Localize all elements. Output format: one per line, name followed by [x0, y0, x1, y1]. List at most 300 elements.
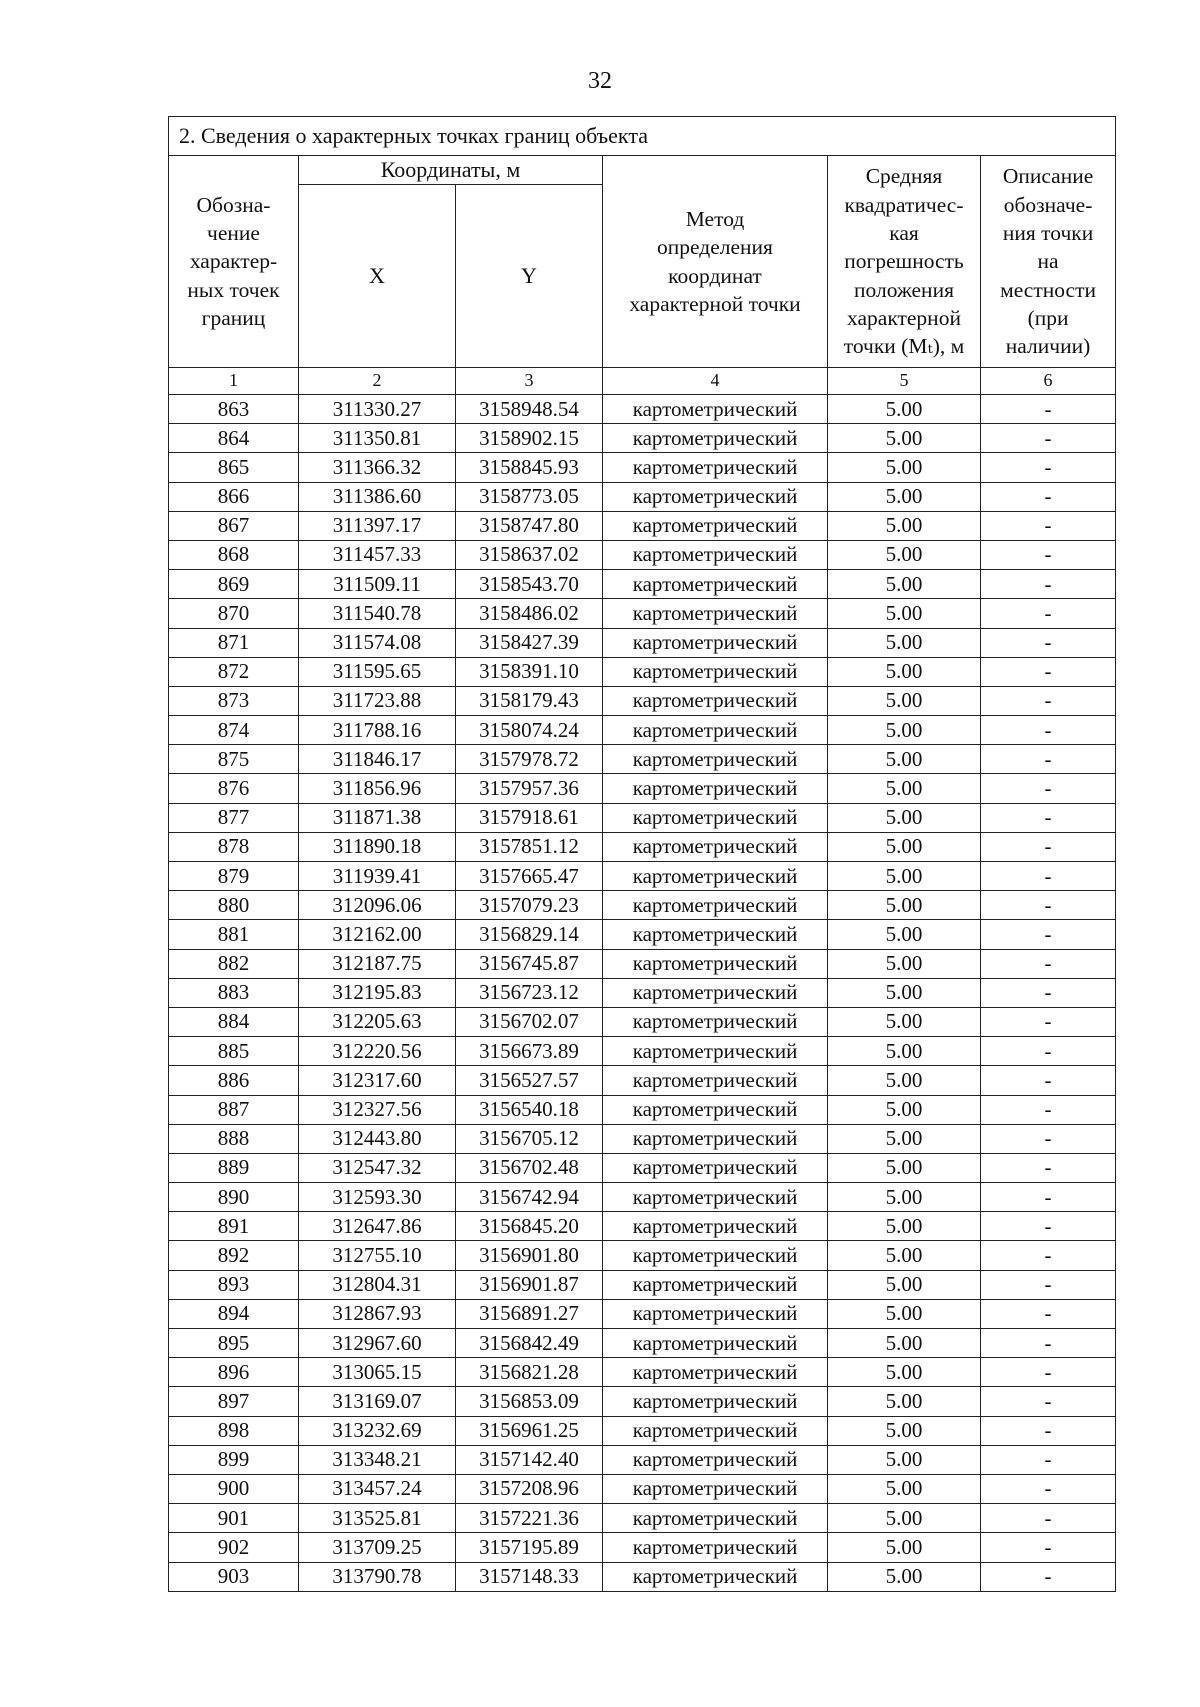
cell-x: 311386.60 — [299, 482, 456, 511]
cell-y: 3156853.09 — [456, 1387, 603, 1416]
cell-method: картометрический — [603, 1329, 828, 1358]
cell-point-id: 894 — [169, 1299, 299, 1328]
cell-y: 3158543.70 — [456, 570, 603, 599]
cell-method: картометрический — [603, 1387, 828, 1416]
cell-y: 3158637.02 — [456, 540, 603, 569]
cell-point-id: 865 — [169, 453, 299, 482]
cell-method: картометрический — [603, 803, 828, 832]
cell-x: 313709.25 — [299, 1533, 456, 1562]
cell-description: - — [981, 862, 1116, 891]
header-description: Описание обозначе- ния точки на местности (при наличии) — [981, 156, 1116, 368]
cell-point-id: 895 — [169, 1329, 299, 1358]
table-row — [169, 657, 1116, 686]
cell-x: 312162.00 — [299, 920, 456, 949]
cell-point-id: 887 — [169, 1095, 299, 1124]
table-row — [169, 1241, 1116, 1270]
column-number-6: 6 — [981, 368, 1116, 395]
table-row — [169, 978, 1116, 1007]
cell-error: 5.00 — [828, 978, 981, 1007]
header-x: X — [299, 185, 456, 368]
cell-method: картометрический — [603, 540, 828, 569]
cell-method: картометрический — [603, 1474, 828, 1503]
cell-y: 3157957.36 — [456, 774, 603, 803]
table-row — [169, 540, 1116, 569]
cell-method: картометрический — [603, 1183, 828, 1212]
cell-description: - — [981, 832, 1116, 861]
cell-description: - — [981, 745, 1116, 774]
cell-description: - — [981, 891, 1116, 920]
cell-point-id: 903 — [169, 1562, 299, 1591]
table-row — [169, 599, 1116, 628]
cell-y: 3157142.40 — [456, 1445, 603, 1474]
cell-x: 312443.80 — [299, 1124, 456, 1153]
cell-description: - — [981, 716, 1116, 745]
cell-description: - — [981, 774, 1116, 803]
cell-point-id: 868 — [169, 540, 299, 569]
header-designation: Обозна- чение характер- ных точек границ — [169, 156, 299, 368]
cell-method: картометрический — [603, 482, 828, 511]
cell-method: картометрический — [603, 395, 828, 424]
cell-description: - — [981, 1183, 1116, 1212]
cell-method: картометрический — [603, 832, 828, 861]
cell-description: - — [981, 1445, 1116, 1474]
cell-y: 3156901.87 — [456, 1270, 603, 1299]
cell-point-id: 871 — [169, 628, 299, 657]
cell-y: 3158747.80 — [456, 511, 603, 540]
cell-error: 5.00 — [828, 1474, 981, 1503]
cell-point-id: 902 — [169, 1533, 299, 1562]
cell-point-id: 888 — [169, 1124, 299, 1153]
cell-x: 312867.93 — [299, 1299, 456, 1328]
cell-x: 311509.11 — [299, 570, 456, 599]
cell-x: 312195.83 — [299, 978, 456, 1007]
cell-x: 312187.75 — [299, 949, 456, 978]
cell-point-id: 869 — [169, 570, 299, 599]
cell-y: 3156842.49 — [456, 1329, 603, 1358]
cell-point-id: 880 — [169, 891, 299, 920]
cell-error: 5.00 — [828, 1358, 981, 1387]
cell-method: картометрический — [603, 1299, 828, 1328]
cell-y: 3156723.12 — [456, 978, 603, 1007]
cell-point-id: 884 — [169, 1007, 299, 1036]
table-row — [169, 570, 1116, 599]
cell-y: 3156845.20 — [456, 1212, 603, 1241]
cell-method: картометрический — [603, 1533, 828, 1562]
cell-y: 3156961.25 — [456, 1416, 603, 1445]
cell-method: картометрический — [603, 1270, 828, 1299]
cell-x: 312755.10 — [299, 1241, 456, 1270]
cell-error: 5.00 — [828, 1445, 981, 1474]
cell-x: 313348.21 — [299, 1445, 456, 1474]
cell-error: 5.00 — [828, 862, 981, 891]
cell-method: картометрический — [603, 1416, 828, 1445]
cell-error: 5.00 — [828, 511, 981, 540]
cell-point-id: 885 — [169, 1037, 299, 1066]
table-row — [169, 1416, 1116, 1445]
cell-method: картометрический — [603, 1007, 828, 1036]
table-row — [169, 1037, 1116, 1066]
cell-description: - — [981, 1299, 1116, 1328]
cell-method: картометрический — [603, 1504, 828, 1533]
cell-error: 5.00 — [828, 891, 981, 920]
cell-x: 311723.88 — [299, 686, 456, 715]
header-error: Средняя квадратичес- кая погрешность положения характерной точки (Mₜ), м — [828, 156, 981, 368]
cell-y: 3158391.10 — [456, 657, 603, 686]
column-number-row — [169, 368, 1116, 395]
cell-description: - — [981, 453, 1116, 482]
cell-x: 311540.78 — [299, 599, 456, 628]
table-row — [169, 1299, 1116, 1328]
cell-point-id: 867 — [169, 511, 299, 540]
cell-point-id: 875 — [169, 745, 299, 774]
cell-x: 311890.18 — [299, 832, 456, 861]
table-row — [169, 891, 1116, 920]
cell-error: 5.00 — [828, 1504, 981, 1533]
table-row — [169, 1183, 1116, 1212]
column-number-2: 2 — [299, 368, 456, 395]
cell-error: 5.00 — [828, 1037, 981, 1066]
cell-method: картометрический — [603, 920, 828, 949]
cell-x: 311871.38 — [299, 803, 456, 832]
cell-y: 3156702.48 — [456, 1153, 603, 1182]
cell-y: 3157148.33 — [456, 1562, 603, 1591]
cell-point-id: 898 — [169, 1416, 299, 1445]
cell-description: - — [981, 1329, 1116, 1358]
cell-point-id: 897 — [169, 1387, 299, 1416]
column-number-3: 3 — [456, 368, 603, 395]
cell-point-id: 872 — [169, 657, 299, 686]
cell-method: картометрический — [603, 1153, 828, 1182]
header-coordinates: Координаты, м — [299, 156, 603, 185]
cell-description: - — [981, 1066, 1116, 1095]
cell-x: 312327.56 — [299, 1095, 456, 1124]
cell-point-id: 891 — [169, 1212, 299, 1241]
cell-method: картометрический — [603, 716, 828, 745]
cell-error: 5.00 — [828, 832, 981, 861]
table-row — [169, 1445, 1116, 1474]
table-row — [169, 1474, 1116, 1503]
cell-description: - — [981, 1241, 1116, 1270]
table-row — [169, 1153, 1116, 1182]
table-row — [169, 482, 1116, 511]
cell-description: - — [981, 540, 1116, 569]
cell-point-id: 864 — [169, 424, 299, 453]
cell-description: - — [981, 1095, 1116, 1124]
table-row — [169, 686, 1116, 715]
cell-y: 3156705.12 — [456, 1124, 603, 1153]
cell-description: - — [981, 1358, 1116, 1387]
table-row — [169, 1329, 1116, 1358]
table-row — [169, 395, 1116, 424]
cell-description: - — [981, 424, 1116, 453]
cell-method: картометрический — [603, 862, 828, 891]
cell-y: 3157195.89 — [456, 1533, 603, 1562]
table-row — [169, 774, 1116, 803]
cell-error: 5.00 — [828, 920, 981, 949]
cell-error: 5.00 — [828, 1241, 981, 1270]
table-row — [169, 1562, 1116, 1591]
cell-point-id: 870 — [169, 599, 299, 628]
cell-y: 3158948.54 — [456, 395, 603, 424]
cell-error: 5.00 — [828, 1095, 981, 1124]
header-method: Метод определения координат характерной точки — [603, 156, 828, 368]
cell-method: картометрический — [603, 1562, 828, 1591]
column-number-1: 1 — [169, 368, 299, 395]
cell-y: 3156702.07 — [456, 1007, 603, 1036]
cell-description: - — [981, 1270, 1116, 1299]
cell-method: картометрический — [603, 599, 828, 628]
table-row — [169, 1007, 1116, 1036]
cell-point-id: 890 — [169, 1183, 299, 1212]
cell-point-id: 874 — [169, 716, 299, 745]
cell-description: - — [981, 978, 1116, 1007]
table-row — [169, 453, 1116, 482]
cell-point-id: 866 — [169, 482, 299, 511]
cell-method: картометрический — [603, 745, 828, 774]
cell-y: 3156540.18 — [456, 1095, 603, 1124]
cell-description: - — [981, 511, 1116, 540]
table-row — [169, 1504, 1116, 1533]
cell-error: 5.00 — [828, 774, 981, 803]
cell-y: 3157665.47 — [456, 862, 603, 891]
cell-error: 5.00 — [828, 1066, 981, 1095]
table-row — [169, 511, 1116, 540]
table-body — [169, 395, 1116, 1592]
cell-error: 5.00 — [828, 628, 981, 657]
cell-error: 5.00 — [828, 570, 981, 599]
cell-y: 3158427.39 — [456, 628, 603, 657]
cell-point-id: 883 — [169, 978, 299, 1007]
table-row — [169, 1387, 1116, 1416]
table-row — [169, 1095, 1116, 1124]
cell-error: 5.00 — [828, 482, 981, 511]
table-row — [169, 1066, 1116, 1095]
cell-point-id: 886 — [169, 1066, 299, 1095]
cell-x: 313169.07 — [299, 1387, 456, 1416]
cell-y: 3158902.15 — [456, 424, 603, 453]
cell-description: - — [981, 949, 1116, 978]
cell-error: 5.00 — [828, 657, 981, 686]
cell-x: 312205.63 — [299, 1007, 456, 1036]
cell-error: 5.00 — [828, 453, 981, 482]
cell-method: картометрический — [603, 424, 828, 453]
cell-error: 5.00 — [828, 395, 981, 424]
table-row — [169, 1270, 1116, 1299]
cell-point-id: 896 — [169, 1358, 299, 1387]
table-row — [169, 832, 1116, 861]
cell-method: картометрический — [603, 1358, 828, 1387]
cell-point-id: 878 — [169, 832, 299, 861]
cell-error: 5.00 — [828, 716, 981, 745]
cell-x: 312804.31 — [299, 1270, 456, 1299]
cell-method: картометрический — [603, 570, 828, 599]
cell-x: 312593.30 — [299, 1183, 456, 1212]
cell-point-id: 879 — [169, 862, 299, 891]
cell-x: 311457.33 — [299, 540, 456, 569]
cell-error: 5.00 — [828, 1387, 981, 1416]
cell-description: - — [981, 1037, 1116, 1066]
cell-method: картометрический — [603, 1212, 828, 1241]
cell-point-id: 899 — [169, 1445, 299, 1474]
table-row — [169, 949, 1116, 978]
cell-method: картометрический — [603, 891, 828, 920]
cell-y: 3158486.02 — [456, 599, 603, 628]
cell-method: картометрический — [603, 949, 828, 978]
cell-method: картометрический — [603, 628, 828, 657]
cell-method: картометрический — [603, 978, 828, 1007]
cell-y: 3157851.12 — [456, 832, 603, 861]
cell-error: 5.00 — [828, 540, 981, 569]
cell-error: 5.00 — [828, 1416, 981, 1445]
cell-y: 3156673.89 — [456, 1037, 603, 1066]
cell-method: картометрический — [603, 511, 828, 540]
cell-error: 5.00 — [828, 803, 981, 832]
cell-x: 313525.81 — [299, 1504, 456, 1533]
cell-description: - — [981, 657, 1116, 686]
cell-error: 5.00 — [828, 1007, 981, 1036]
cell-x: 312096.06 — [299, 891, 456, 920]
cell-x: 312967.60 — [299, 1329, 456, 1358]
table-row — [169, 716, 1116, 745]
cell-x: 311846.17 — [299, 745, 456, 774]
cell-error: 5.00 — [828, 949, 981, 978]
cell-y: 3156829.14 — [456, 920, 603, 949]
cell-point-id: 877 — [169, 803, 299, 832]
cell-description: - — [981, 482, 1116, 511]
cell-x: 311574.08 — [299, 628, 456, 657]
cell-y: 3158179.43 — [456, 686, 603, 715]
cell-y: 3157079.23 — [456, 891, 603, 920]
cell-y: 3157918.61 — [456, 803, 603, 832]
cell-y: 3158074.24 — [456, 716, 603, 745]
cell-error: 5.00 — [828, 745, 981, 774]
cell-description: - — [981, 395, 1116, 424]
table-row — [169, 1124, 1116, 1153]
column-number-4: 4 — [603, 368, 828, 395]
cell-x: 312317.60 — [299, 1066, 456, 1095]
cell-error: 5.00 — [828, 1124, 981, 1153]
cell-y: 3156527.57 — [456, 1066, 603, 1095]
cell-point-id: 873 — [169, 686, 299, 715]
table-row — [169, 628, 1116, 657]
cell-description: - — [981, 570, 1116, 599]
cell-error: 5.00 — [828, 1299, 981, 1328]
cell-method: картометрический — [603, 1445, 828, 1474]
table-row — [169, 1358, 1116, 1387]
cell-y: 3156821.28 — [456, 1358, 603, 1387]
cell-y: 3156745.87 — [456, 949, 603, 978]
cell-description: - — [981, 1007, 1116, 1036]
header-y: Y — [456, 185, 603, 368]
cell-x: 311595.65 — [299, 657, 456, 686]
cell-y: 3157978.72 — [456, 745, 603, 774]
cell-x: 312647.86 — [299, 1212, 456, 1241]
cell-y: 3158845.93 — [456, 453, 603, 482]
cell-description: - — [981, 1474, 1116, 1503]
cell-method: картометрический — [603, 657, 828, 686]
cell-x: 311397.17 — [299, 511, 456, 540]
cell-description: - — [981, 1416, 1116, 1445]
cell-x: 313232.69 — [299, 1416, 456, 1445]
page-number: 32 — [588, 68, 612, 94]
cell-description: - — [981, 1124, 1116, 1153]
cell-x: 313790.78 — [299, 1562, 456, 1591]
cell-description: - — [981, 1504, 1116, 1533]
cell-description: - — [981, 686, 1116, 715]
cell-error: 5.00 — [828, 1270, 981, 1299]
cell-error: 5.00 — [828, 1153, 981, 1182]
cell-x: 312220.56 — [299, 1037, 456, 1066]
cell-description: - — [981, 628, 1116, 657]
cell-y: 3156891.27 — [456, 1299, 603, 1328]
cell-y: 3156901.80 — [456, 1241, 603, 1270]
cell-x: 311939.41 — [299, 862, 456, 891]
cell-method: картометрический — [603, 1124, 828, 1153]
table-row — [169, 1212, 1116, 1241]
cell-error: 5.00 — [828, 424, 981, 453]
cell-error: 5.00 — [828, 599, 981, 628]
cell-method: картометрический — [603, 1037, 828, 1066]
cell-point-id: 881 — [169, 920, 299, 949]
cell-point-id: 889 — [169, 1153, 299, 1182]
cell-point-id: 876 — [169, 774, 299, 803]
cell-y: 3158773.05 — [456, 482, 603, 511]
cell-x: 312547.32 — [299, 1153, 456, 1182]
cell-description: - — [981, 1153, 1116, 1182]
cell-error: 5.00 — [828, 1212, 981, 1241]
cell-method: картометрический — [603, 1066, 828, 1095]
cell-x: 311788.16 — [299, 716, 456, 745]
cell-point-id: 892 — [169, 1241, 299, 1270]
cell-point-id: 900 — [169, 1474, 299, 1503]
table-row — [169, 862, 1116, 891]
table-row — [169, 920, 1116, 949]
table-row — [169, 424, 1116, 453]
cell-description: - — [981, 803, 1116, 832]
cell-y: 3156742.94 — [456, 1183, 603, 1212]
cell-description: - — [981, 1562, 1116, 1591]
cell-description: - — [981, 599, 1116, 628]
cell-x: 311350.81 — [299, 424, 456, 453]
cell-y: 3157208.96 — [456, 1474, 603, 1503]
cell-point-id: 882 — [169, 949, 299, 978]
cell-x: 311330.27 — [299, 395, 456, 424]
cell-error: 5.00 — [828, 1329, 981, 1358]
cell-method: картометрический — [603, 774, 828, 803]
cell-method: картометрический — [603, 686, 828, 715]
cell-point-id: 893 — [169, 1270, 299, 1299]
cell-error: 5.00 — [828, 686, 981, 715]
cell-point-id: 863 — [169, 395, 299, 424]
cell-description: - — [981, 920, 1116, 949]
cell-y: 3157221.36 — [456, 1504, 603, 1533]
column-number-5: 5 — [828, 368, 981, 395]
cell-error: 5.00 — [828, 1533, 981, 1562]
table-row — [169, 1533, 1116, 1562]
cell-description: - — [981, 1533, 1116, 1562]
cell-description: - — [981, 1387, 1116, 1416]
cell-x: 313065.15 — [299, 1358, 456, 1387]
cell-description: - — [981, 1212, 1116, 1241]
table-row — [169, 745, 1116, 774]
cell-method: картометрический — [603, 1095, 828, 1124]
cell-point-id: 901 — [169, 1504, 299, 1533]
cell-x: 311366.32 — [299, 453, 456, 482]
boundary-points-table — [168, 116, 1116, 1592]
cell-x: 311856.96 — [299, 774, 456, 803]
cell-x: 313457.24 — [299, 1474, 456, 1503]
cell-error: 5.00 — [828, 1562, 981, 1591]
